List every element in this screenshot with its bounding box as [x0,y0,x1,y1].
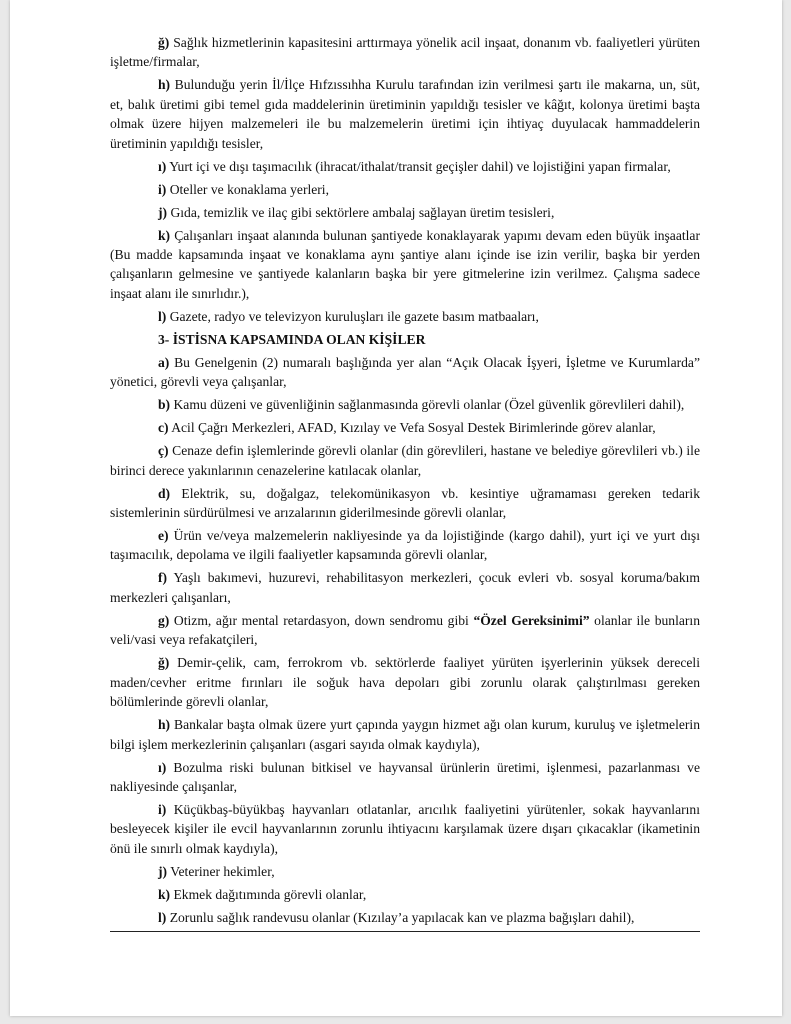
item-letter: a) [158,354,170,370]
item-letter: h) [158,77,171,93]
item-letter: ğ) [158,35,170,50]
list-item [110,180,700,199]
document-page [10,0,782,1016]
list-item [110,715,700,754]
item-text: Oteller ve konaklama yerleri, [166,181,329,197]
item-text: Bu Genelgenin (2) numaralı başlığında yer alan “Açık Olacak İşyeri, İşletme ve Kurumlarda” yönetici, görevli veya çalışanlar, [110,354,700,390]
list-item [110,611,700,650]
people-list [110,353,700,927]
item-letter: ı) [158,759,167,775]
item-text: Gıda, temizlik ve ilaç gibi sektörlere ambalaj sağlayan üretim tesisleri, [167,204,555,220]
list-item [110,526,700,565]
list-item [110,862,700,881]
item-letter: l) [158,909,167,925]
item-text-after: olanlar ile bunların veli/vasi veya refakatçileri, [110,612,700,648]
item-text: Gazete, radyo ve televizyon kuruluşları ile gazete basım matbaaları, [166,308,539,324]
item-emphasis: “Özel Gereksinimi” [473,612,590,628]
item-letter: k) [158,886,171,902]
list-item [110,307,700,326]
list-item [110,203,700,222]
list-item [110,75,700,153]
workplace-list [110,33,700,326]
list-item [110,395,700,414]
section-heading: 3- İSTİSNA KAPSAMINDA OLAN KİŞİLER [158,331,426,347]
item-letter: l) [158,308,167,324]
list-item [110,418,700,437]
item-text: Demir-çelik, cam, ferrokrom vb. sektörlerde faaliyet yürüten işyerlerinin yüksek dereceli maden/cevher eritme fırınları ile soğuk hava depoları gibi zorunlu olarak çalıştırılması gereken bölümlerinde görevli olanlar, [110,655,700,710]
item-text: Elektrik, su, doğalgaz, telekomünikasyon vb. kesintiye uğramaması gereken tedarik sistemlerinin sürdürülmesi ve arızalarının giderilmesinde görevli olanlar, [110,485,700,521]
item-text: Bankalar başta olmak üzere yurt çapında yaygın hizmet ağı olan kurum, kuruluş ve işletmelerin bilgi işlem merkezlerinin çalışanları (asgari sayıda olmak kaydıyla), [110,717,700,752]
list-item [110,653,700,711]
list-item [110,758,700,797]
item-letter: k) [158,227,171,243]
item-text: Küçükbaş-büyükbaş hayvanları otlatanlar, arıcılık faaliyetini yürütenler, sokak hayvanlarını besleyecek kişiler ile evcil hayvanlarının zorunlu ihtiyacını karşılamak üzere dışarı çıkacaklar (ikametinin önü ile sınırlı olmak kaydıyla), [110,801,700,856]
item-text: Zorunlu sağlık randevusu olanlar (Kızılay’a yapılacak kan ve plazma bağışları dahil), [166,909,635,925]
item-letter: b) [158,397,171,413]
list-item [110,33,700,72]
item-letter: ç) [158,443,169,459]
item-text: Yurt içi ve dışı taşımacılık (ihracat/ithalat/transit geçişler dahil) ve lojistiğini yapan firmalar, [166,158,671,174]
item-letter: ğ) [158,655,170,671]
item-letter: d) [158,485,171,501]
item-letter: e) [158,528,169,544]
item-letter: ı) [158,158,167,174]
item-text: Bozulma riski bulunan bitkisel ve hayvansal ürünlerin üretimi, işlenmesi, pazarlanması ve nakliyesinde çalışanlar, [110,759,700,794]
list-item [110,441,700,480]
item-text: Çalışanları inşaat alanında bulunan şantiyede konaklayarak yapımı devam eden büyük inşaatlar (Bu madde kapsamında inşaat ve konaklama aynı şantiye alanı içinde ise izin verilir, başka bir yerden çalışanların gelmesine ve şantiyede kalanların başka bir yere gitmelerine izin verilmez. Çalışma sadece inşaat alanı ile sınırlıdır.), [110,227,700,301]
list-item [110,353,700,392]
list-item [110,908,700,927]
item-letter: i) [158,181,167,197]
item-text: Veteriner hekimler, [167,863,275,879]
list-item [110,226,700,304]
item-text: Yaşlı bakımevi, huzurevi, rehabilitasyon merkezleri, çocuk evleri vb. sosyal koruma/bakım merkezleri çalışanları, [110,570,700,605]
item-letter: f) [158,570,168,586]
list-item [110,484,700,523]
list-item [110,800,700,858]
document-body [110,33,700,931]
item-text: Bulunduğu yerin İl/İlçe Hıfzıssıhha Kurulu tarafından izin verilmesi şartı ile makarna, un, süt, et, balık üretimi gibi temel gıda maddelerinin üretiminin yapıldığı tesisler ve kâğıt, kolonya üretimi başta olmak üzere hijyen malzemeleri ile bu malzemelerin üretimi için ihtiyaç duyulacak hammaddelerin üretiminin yapıldığı tesisler, [110,77,700,151]
list-item [110,885,700,904]
item-letter: j) [158,204,168,220]
list-item [110,157,700,176]
item-text: Ürün ve/veya malzemelerin nakliyesinde ya da lojistiğinde (kargo dahil), yurt içi ve yurt dışı taşımacılık, depolama ve ilgili faaliyetler kapsamında görevli olanlar, [110,528,700,563]
item-letter: g) [158,612,170,628]
item-text: Kamu düzeni ve güvenliğinin sağlanmasında görevli olanlar (Özel güvenlik görevlileri dahil), [170,397,685,413]
item-letter: j) [158,863,168,879]
item-letter: i) [158,801,167,817]
item-text: Otizm, ağır mental retardasyon, down sendromu gibi [169,612,474,628]
footer-rule [110,931,700,932]
item-text: Sağlık hizmetlerinin kapasitesini arttırmaya yönelik acil inşaat, donanım vb. faaliyetleri yürüten işletme/firmalar, [110,35,700,70]
item-text: Ekmek dağıtımında görevli olanlar, [170,886,367,902]
list-item [110,568,700,607]
item-text: Cenaze defin işlemlerinde görevli olanlar (din görevlileri, hastane ve belediye görevlileri vb.) ile birinci derece yakınlarının cenazelerine katılacak olanlar, [110,443,700,478]
item-text: Acil Çağrı Merkezleri, AFAD, Kızılay ve Vefa Sosyal Destek Birimlerinde görev alanlar, [168,420,656,436]
item-letter: c) [158,420,169,436]
item-letter: h) [158,717,171,733]
